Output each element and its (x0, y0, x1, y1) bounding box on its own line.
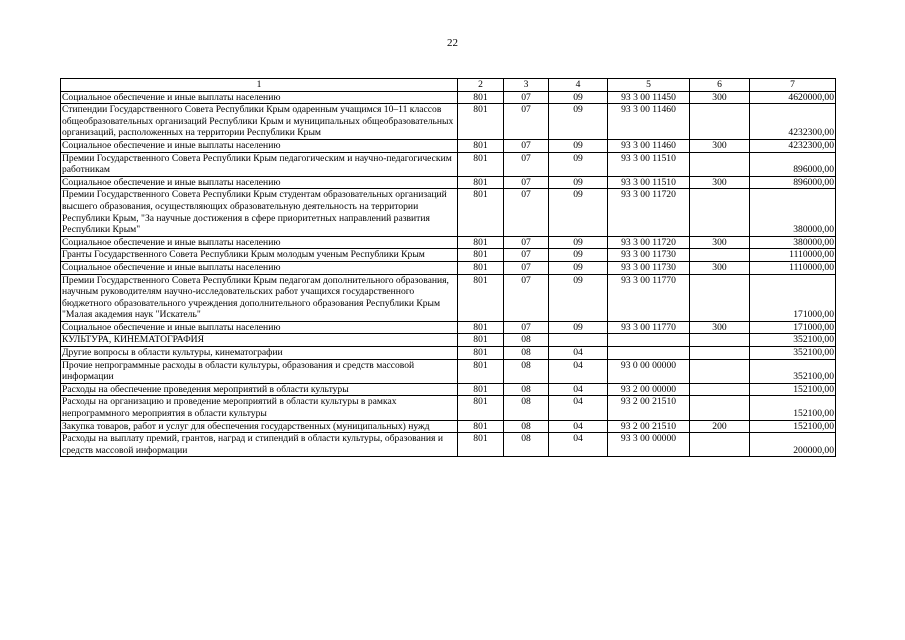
row-target-article-cell (608, 347, 690, 360)
row-amount-cell: 896000,00 (750, 176, 836, 189)
row-target-article-cell: 93 3 00 11460 (608, 104, 690, 140)
row-amount-cell: 352100,00 (750, 347, 836, 360)
row-name-cell: Другие вопросы в области культуры, кинематографии (61, 347, 458, 360)
header-cell: 1 (61, 79, 458, 92)
row-target-article-cell: 93 3 00 11450 (608, 91, 690, 104)
row-grbs-cell: 801 (458, 321, 504, 334)
table-row (61, 347, 836, 360)
row-grbs-cell: 801 (458, 139, 504, 152)
row-subsection-cell: 04 (549, 420, 608, 433)
row-name-cell: Расходы на выплату премий, грантов, наград и стипендий в области культуры, образования и средств массовой информации (61, 433, 458, 457)
header-cell: 6 (690, 79, 750, 92)
row-expense-type-cell: 300 (690, 176, 750, 189)
row-target-article-cell: 93 3 00 11720 (608, 189, 690, 236)
row-target-article-cell: 93 3 00 11730 (608, 261, 690, 274)
row-name-cell: Социальное обеспечение и иные выплаты населению (61, 139, 458, 152)
row-expense-type-cell: 300 (690, 236, 750, 249)
row-section-cell: 08 (504, 383, 549, 396)
row-name-cell: КУЛЬТУРА, КИНЕМАТОГРАФИЯ (61, 334, 458, 347)
row-section-cell: 07 (504, 249, 549, 262)
table-row (61, 274, 836, 321)
row-amount-cell: 200000,00 (750, 433, 836, 457)
row-grbs-cell: 801 (458, 274, 504, 321)
row-amount-cell: 4232300,00 (750, 139, 836, 152)
row-grbs-cell: 801 (458, 383, 504, 396)
row-target-article-cell: 93 3 00 11720 (608, 236, 690, 249)
row-section-cell: 07 (504, 236, 549, 249)
row-name-cell: Закупка товаров, работ и услуг для обеспечения государственных (муниципальных) нужд (61, 420, 458, 433)
row-section-cell: 07 (504, 91, 549, 104)
row-name-cell: Премии Государственного Совета Республики Крым студентам образовательных организаций высшего образования, осуществляющих образовательную деятельность на территории Республики Крым, "За научные достижения в сфере приоритетных направлений развития Республики Крым" (61, 189, 458, 236)
row-grbs-cell: 801 (458, 359, 504, 383)
row-target-article-cell (608, 334, 690, 347)
row-name-cell: Расходы на обеспечение проведения мероприятий в области культуры (61, 383, 458, 396)
row-name-cell: Гранты Государственного Совета Республики Крым молодым ученым Республики Крым (61, 249, 458, 262)
row-grbs-cell: 801 (458, 420, 504, 433)
row-grbs-cell: 801 (458, 249, 504, 262)
header-cell: 4 (549, 79, 608, 92)
row-subsection-cell: 09 (549, 189, 608, 236)
row-subsection-cell: 09 (549, 261, 608, 274)
row-expense-type-cell (690, 249, 750, 262)
row-name-cell: Расходы на организацию и проведение мероприятий в области культуры в рамках непрограммного мероприятия в области культуры (61, 396, 458, 420)
row-expense-type-cell: 300 (690, 139, 750, 152)
row-subsection-cell: 09 (549, 321, 608, 334)
row-target-article-cell: 93 2 00 21510 (608, 420, 690, 433)
table-row (61, 91, 836, 104)
row-grbs-cell: 801 (458, 334, 504, 347)
row-subsection-cell: 04 (549, 396, 608, 420)
row-expense-type-cell (690, 104, 750, 140)
row-target-article-cell: 93 2 00 21510 (608, 396, 690, 420)
row-target-article-cell: 93 0 00 00000 (608, 359, 690, 383)
row-target-article-cell: 93 3 00 11730 (608, 249, 690, 262)
row-target-article-cell: 93 3 00 11510 (608, 176, 690, 189)
row-expense-type-cell (690, 347, 750, 360)
row-target-article-cell: 93 3 00 11510 (608, 152, 690, 176)
row-amount-cell: 380000,00 (750, 189, 836, 236)
row-amount-cell: 352100,00 (750, 359, 836, 383)
budget-table (60, 78, 836, 457)
header-cell: 2 (458, 79, 504, 92)
row-grbs-cell: 801 (458, 176, 504, 189)
row-amount-cell: 4620000,00 (750, 91, 836, 104)
row-target-article-cell: 93 3 00 11770 (608, 321, 690, 334)
row-expense-type-cell: 200 (690, 420, 750, 433)
row-grbs-cell: 801 (458, 236, 504, 249)
row-grbs-cell: 801 (458, 261, 504, 274)
row-expense-type-cell (690, 433, 750, 457)
row-subsection-cell (549, 334, 608, 347)
row-section-cell: 08 (504, 396, 549, 420)
row-section-cell: 07 (504, 189, 549, 236)
table-row (61, 176, 836, 189)
row-subsection-cell: 04 (549, 433, 608, 457)
table-row (61, 104, 836, 140)
row-name-cell: Стипендии Государственного Совета Республики Крым одаренным учащимся 10–11 классов общеобразовательных организаций Республики Крым и муниципальных общеобразовательных организаций, расположенных на территории Республики Крым (61, 104, 458, 140)
row-expense-type-cell: 300 (690, 91, 750, 104)
row-expense-type-cell (690, 396, 750, 420)
row-name-cell: Социальное обеспечение и иные выплаты населению (61, 91, 458, 104)
table-row (61, 383, 836, 396)
row-target-article-cell: 93 3 00 11460 (608, 139, 690, 152)
row-section-cell: 08 (504, 334, 549, 347)
row-name-cell: Прочие непрограммные расходы в области культуры, образования и средств массовой информации (61, 359, 458, 383)
row-target-article-cell: 93 3 00 11770 (608, 274, 690, 321)
row-name-cell: Социальное обеспечение и иные выплаты населению (61, 176, 458, 189)
header-cell: 3 (504, 79, 549, 92)
row-amount-cell: 896000,00 (750, 152, 836, 176)
row-subsection-cell: 04 (549, 359, 608, 383)
row-section-cell: 08 (504, 359, 549, 383)
row-name-cell: Премии Государственного Совета Республики Крым педагогам дополнительного образования, научным руководителям научно-исследовательских работ учащихся государственного бюджетного образовательного учреждения дополнительного образования Республики Крым "Малая академия наук "Искатель" (61, 274, 458, 321)
row-section-cell: 08 (504, 420, 549, 433)
table-row (61, 396, 836, 420)
row-section-cell: 07 (504, 139, 549, 152)
table-row (61, 189, 836, 236)
row-section-cell: 07 (504, 176, 549, 189)
row-grbs-cell: 801 (458, 347, 504, 360)
table-row (61, 139, 836, 152)
table-row (61, 261, 836, 274)
header-cell: 7 (750, 79, 836, 92)
row-subsection-cell: 09 (549, 152, 608, 176)
row-subsection-cell: 09 (549, 176, 608, 189)
row-expense-type-cell (690, 152, 750, 176)
table-row (61, 359, 836, 383)
row-expense-type-cell (690, 359, 750, 383)
table-row (61, 249, 836, 262)
row-amount-cell: 4232300,00 (750, 104, 836, 140)
row-grbs-cell: 801 (458, 189, 504, 236)
table-row (61, 420, 836, 433)
row-amount-cell: 171000,00 (750, 321, 836, 334)
row-target-article-cell: 93 3 00 00000 (608, 433, 690, 457)
table-row (61, 433, 836, 457)
row-expense-type-cell (690, 189, 750, 236)
row-subsection-cell: 09 (549, 249, 608, 262)
row-amount-cell: 171000,00 (750, 274, 836, 321)
row-grbs-cell: 801 (458, 104, 504, 140)
row-section-cell: 07 (504, 274, 549, 321)
row-section-cell: 07 (504, 152, 549, 176)
row-grbs-cell: 801 (458, 91, 504, 104)
table-row (61, 152, 836, 176)
row-expense-type-cell (690, 334, 750, 347)
row-subsection-cell: 09 (549, 236, 608, 249)
table-row (61, 236, 836, 249)
row-name-cell: Социальное обеспечение и иные выплаты населению (61, 261, 458, 274)
row-subsection-cell: 04 (549, 383, 608, 396)
row-expense-type-cell (690, 274, 750, 321)
row-subsection-cell: 09 (549, 274, 608, 321)
page-number: 22 (447, 37, 458, 49)
row-subsection-cell: 09 (549, 91, 608, 104)
row-amount-cell: 380000,00 (750, 236, 836, 249)
row-name-cell: Социальное обеспечение и иные выплаты населению (61, 321, 458, 334)
row-expense-type-cell: 300 (690, 261, 750, 274)
table-row (61, 321, 836, 334)
row-section-cell: 08 (504, 433, 549, 457)
row-amount-cell: 152100,00 (750, 420, 836, 433)
row-name-cell: Социальное обеспечение и иные выплаты населению (61, 236, 458, 249)
row-subsection-cell: 04 (549, 347, 608, 360)
row-grbs-cell: 801 (458, 396, 504, 420)
row-section-cell: 07 (504, 261, 549, 274)
row-subsection-cell: 09 (549, 139, 608, 152)
row-section-cell: 07 (504, 104, 549, 140)
row-expense-type-cell: 300 (690, 321, 750, 334)
row-name-cell: Премии Государственного Совета Республики Крым педагогическим и научно-педагогическим работникам (61, 152, 458, 176)
row-expense-type-cell (690, 383, 750, 396)
row-amount-cell: 352100,00 (750, 334, 836, 347)
row-subsection-cell: 09 (549, 104, 608, 140)
header-cell: 5 (608, 79, 690, 92)
row-target-article-cell: 93 2 00 00000 (608, 383, 690, 396)
table-row (61, 334, 836, 347)
row-grbs-cell: 801 (458, 152, 504, 176)
header-row (61, 79, 836, 92)
row-section-cell: 07 (504, 321, 549, 334)
row-amount-cell: 152100,00 (750, 383, 836, 396)
row-amount-cell: 1110000,00 (750, 261, 836, 274)
row-grbs-cell: 801 (458, 433, 504, 457)
row-amount-cell: 1110000,00 (750, 249, 836, 262)
row-amount-cell: 152100,00 (750, 396, 836, 420)
row-section-cell: 08 (504, 347, 549, 360)
